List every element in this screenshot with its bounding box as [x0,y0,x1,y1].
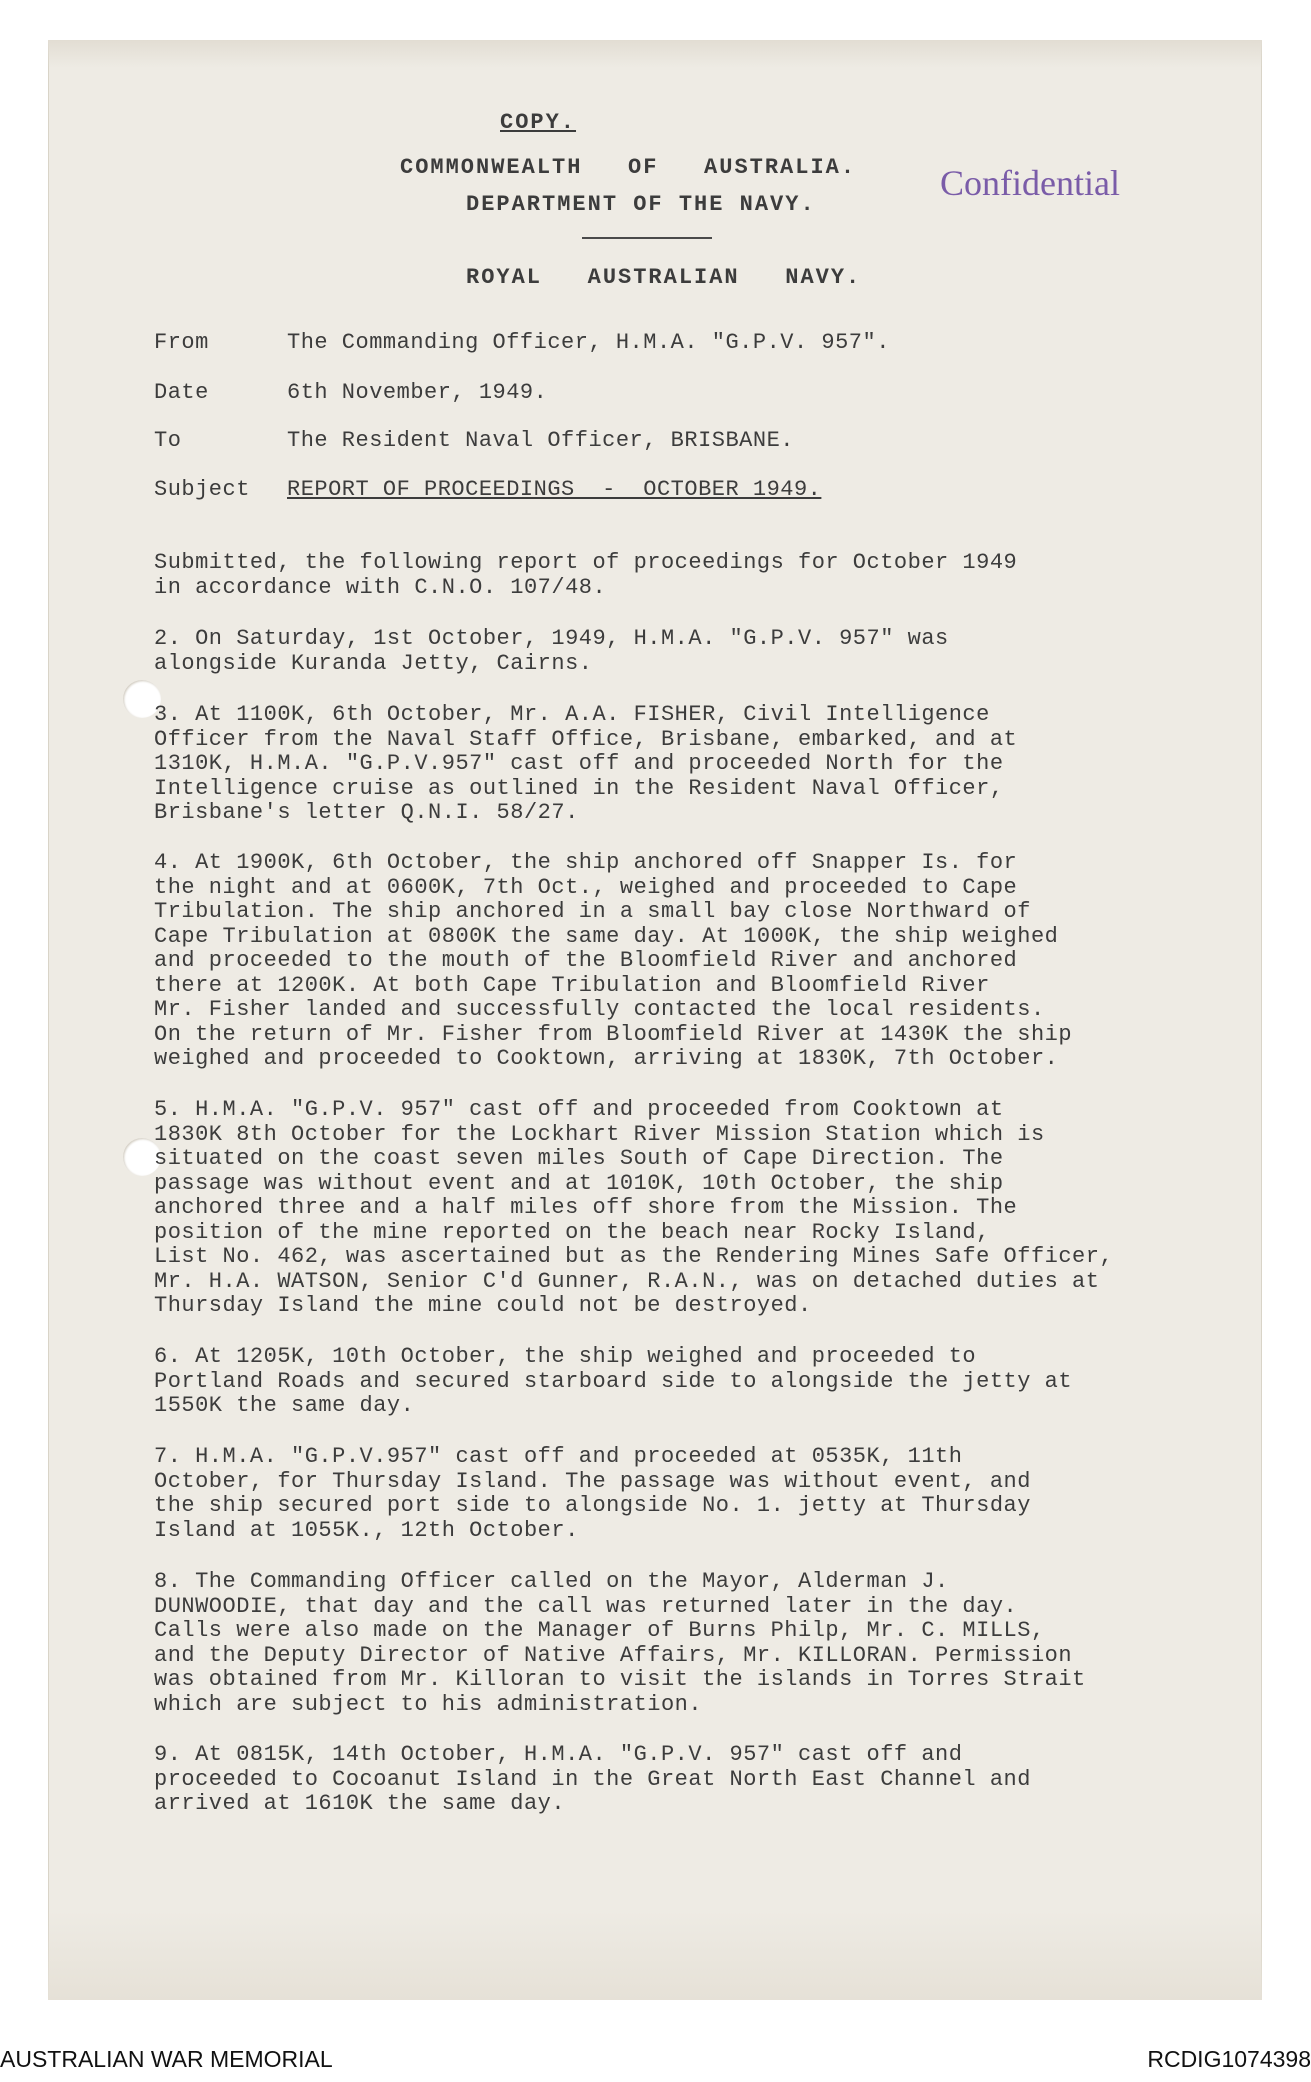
paragraph-intro: Submitted, the following report of proceedings for October 1949 in accordance with C.N.O. 107/48. [154,550,1018,600]
paragraph-8: 8. The Commanding Officer called on the Mayor, Alderman J. DUNWOODIE, that day and the call was returned later in the day. Calls were also made on the Manager of Burns Philp, Mr. C. MILLS, and the Deputy Director of Native Affairs, Mr. KILLORAN. Permission was obtained from Mr. Killoran to visit the islands in Torres Strait which are subject to his administration. [154,1569,1086,1717]
commonwealth-heading: COMMONWEALTH OF AUSTRALIA. [400,155,857,180]
subject-row [154,477,1154,502]
service-heading: ROYAL AUSTRALIAN NAVY. [466,265,862,290]
to-value: The Resident Naval Officer, BRISBANE. [287,428,794,453]
subject-value: REPORT OF PROCEEDINGS - OCTOBER 1949. [287,477,822,502]
date-row [154,380,1154,405]
paper-edge [48,1910,1262,2000]
footer-record-id: RCDIG1074398 [1147,2046,1311,2072]
date-value: 6th November, 1949. [287,380,548,405]
date-label: Date [154,380,209,405]
paragraph-4: 4. At 1900K, 6th October, the ship anchored off Snapper Is. for the night and at 0600K, 7th Oct., weighed and proceeded to Cape Tribulation. The ship anchored in a small bay close Northward of Cape Tribulation at 0800K the same day. At 1000K, the ship weighed and proceeded to the mouth of the Bloomfield River and anchored there at 1200K. At both Cape Tribulation and Bloomfield River Mr. Fisher landed and successfully contacted the local residents. On the return of Mr. Fisher from Bloomfield River at 1430K the ship weighed and proceeded to Cooktown, arriving at 1830K, 7th October. [154,850,1073,1071]
paragraph-3: 3. At 1100K, 6th October, Mr. A.A. FISHER, Civil Intelligence Officer from the Naval Staff Office, Brisbane, embarked, and at 1310K, H.M.A. "G.P.V.957" cast off and proceeded North for the Intelligence cruise as outlined in the Resident Naval Officer, Brisbane's letter Q.N.I. 58/27. [154,702,1018,825]
header-divider [582,237,712,239]
from-label: From [154,330,209,355]
subject-label: Subject [154,477,250,502]
from-row [154,330,1154,355]
copy-heading: COPY. [500,110,577,135]
department-heading: DEPARTMENT OF THE NAVY. [466,192,816,217]
confidential-stamp: Confidential [940,163,1120,203]
paragraph-7: 7. H.M.A. "G.P.V.957" cast off and proceeded at 0535K, 11th October, for Thursday Island. The passage was without event, and the ship secured port side to alongside No. 1. jetty at Thursday Island at 1055K., 12th October. [154,1444,1031,1543]
paragraph-6: 6. At 1205K, 10th October, the ship weighed and proceeded to Portland Roads and secured starboard side to alongside the jetty at 1550K the same day. [154,1344,1073,1418]
paragraph-9: 9. At 0815K, 14th October, H.M.A. "G.P.V. 957" cast off and proceeded to Cocoanut Island in the Great North East Channel and arrived at 1610K the same day. [154,1742,1031,1816]
footer-archive-name: AUSTRALIAN WAR MEMORIAL [0,2046,333,2072]
to-label: To [154,428,182,453]
paragraph-5: 5. H.M.A. "G.P.V. 957" cast off and proceeded from Cooktown at 1830K 8th October for the Lockhart River Mission Station which is situated on the coast seven miles South of Cape Direction. The passage was without event and at 1010K, 10th October, the ship anchored three and a half miles off shore from the Mission. The position of the mine reported on the beach near Rocky Island, List No. 462, was ascertained but as the Rendering Mines Safe Officer, Mr. H.A. WATSON, Senior C'd Gunner, R.A.N., was on detached duties at Thursday Island the mine could not be destroyed. [154,1097,1114,1318]
to-row [154,428,1154,453]
paragraph-2: 2. On Saturday, 1st October, 1949, H.M.A. "G.P.V. 957" was alongside Kuranda Jetty, Cairns. [154,626,949,676]
from-value: The Commanding Officer, H.M.A. "G.P.V. 957". [287,330,890,355]
